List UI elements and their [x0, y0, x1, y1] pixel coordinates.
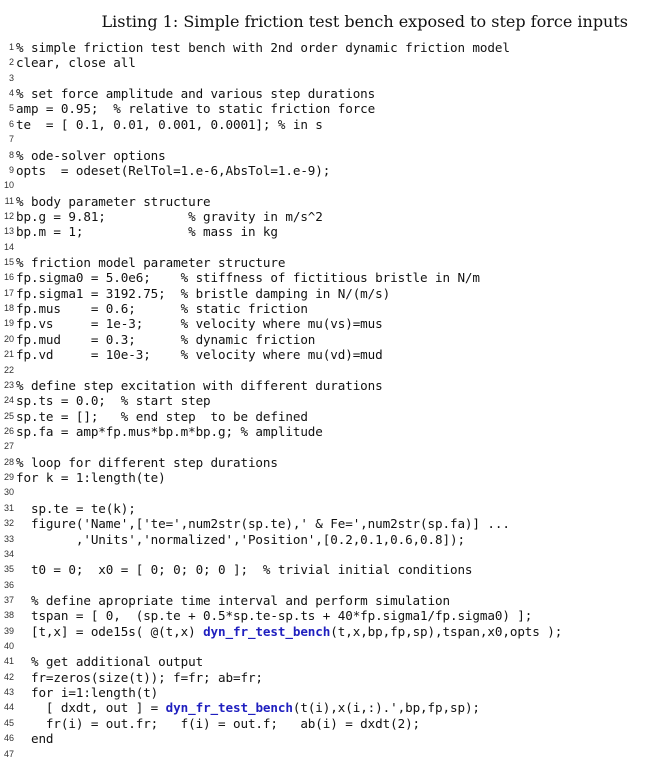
code-text	[16, 101, 375, 116]
code-line	[0, 578, 660, 593]
code-text	[16, 716, 420, 731]
code-fragment: % loop for different step durations	[16, 454, 278, 470]
code-text	[16, 347, 383, 362]
line-number: 32	[3, 518, 14, 529]
code-line	[0, 270, 660, 285]
code-line	[0, 685, 660, 700]
line-number: 28	[3, 456, 14, 467]
code-line	[0, 101, 660, 116]
line-number: 14	[3, 241, 14, 252]
code-line	[0, 163, 660, 178]
code-line	[0, 501, 660, 516]
line-number: 45	[3, 717, 14, 728]
line-number: 40	[3, 641, 14, 652]
line-number: 23	[3, 379, 14, 390]
code-text	[16, 393, 211, 408]
code-text	[16, 731, 53, 746]
line-number: 16	[3, 272, 14, 283]
line-number: 46	[3, 733, 14, 744]
line-number: 22	[3, 364, 14, 375]
code-fragment: figure('Name',['te=',num2str(sp.te),' & Fe=',num2str(sp.fa)] ...	[16, 516, 510, 532]
code-fragment: ,'Units','normalized','Position',[0.2,0.1,0.6,0.8]);	[16, 531, 465, 547]
line-number: 11	[4, 195, 14, 206]
code-listing	[0, 40, 660, 762]
line-number: 44	[3, 702, 14, 713]
line-number: 15	[3, 257, 14, 268]
line-number: 42	[3, 671, 14, 682]
code-fragment: sp.fa = amp*fp.mus*bp.m*bp.g; % amplitude	[16, 423, 323, 439]
line-number: 47	[3, 748, 14, 759]
code-text	[16, 163, 330, 178]
code-text	[16, 516, 510, 531]
code-line	[0, 716, 660, 731]
code-fragment: fp.mud = 0.3; % dynamic friction	[16, 331, 316, 347]
code-text	[16, 608, 532, 623]
code-fragment: bp.g = 9.81; % gravity in m/s^2	[16, 208, 323, 224]
code-line	[0, 132, 660, 147]
line-number: 31	[3, 502, 14, 513]
code-text	[16, 316, 383, 331]
line-number: 9	[8, 164, 14, 175]
code-line	[0, 363, 660, 378]
code-line	[0, 378, 660, 393]
code-line	[0, 194, 660, 209]
line-number: 1	[8, 42, 14, 52]
code-line	[0, 55, 660, 70]
line-number: 2	[8, 57, 14, 68]
code-text	[16, 378, 383, 393]
function-name: dyn_fr_test_bench	[203, 623, 331, 639]
code-text	[16, 55, 136, 70]
code-text	[16, 470, 166, 485]
code-line	[0, 86, 660, 101]
code-fragment: amp = 0.95; % relative to static friction force	[16, 101, 376, 117]
code-fragment: (t,x,bp,fp,sp),tspan,x0,opts );	[330, 623, 563, 639]
code-fragment: % define apropriate time interval and perform simulation	[16, 592, 450, 608]
code-fragment: fp.mus = 0.6; % static friction	[16, 301, 308, 317]
code-fragment: fp.sigma1 = 3192.75; % bristle damping in N/(m/s)	[16, 285, 391, 301]
line-number: 6	[8, 118, 14, 129]
code-fragment: for i=1:length(t)	[16, 685, 159, 701]
code-line	[0, 117, 660, 132]
code-fragment: sp.ts = 0.0; % start step	[16, 393, 211, 409]
code-text	[16, 40, 510, 55]
code-line	[0, 485, 660, 500]
code-text	[16, 255, 285, 270]
code-fragment: opts = odeset(RelTol=1.e-6,AbsTol=1.e-9);	[16, 162, 331, 178]
code-line	[0, 71, 660, 86]
code-fragment: fr=zeros(size(t)); f=fr; ab=fr;	[16, 669, 263, 685]
code-fragment: te = [ 0.1, 0.01, 0.001, 0.0001]; % in s	[16, 116, 323, 132]
code-text	[16, 700, 480, 715]
code-fragment: t0 = 0; x0 = [ 0; 0; 0; 0 ]; % trivial initial conditions	[16, 562, 473, 578]
code-line	[0, 347, 660, 362]
code-line	[0, 40, 660, 55]
listing-caption: Listing 1: Simple friction test bench exposed to step force inputs	[101, 12, 628, 31]
line-number: 18	[3, 303, 14, 314]
code-line	[0, 747, 660, 762]
code-line	[0, 255, 660, 270]
line-number: 26	[3, 425, 14, 436]
code-fragment: fp.vs = 1e-3; % velocity where mu(vs)=mus	[16, 316, 383, 332]
code-fragment: % define step excitation with different durations	[16, 377, 383, 393]
code-fragment: bp.m = 1; % mass in kg	[16, 224, 278, 240]
code-text	[16, 593, 450, 608]
code-line	[0, 532, 660, 547]
code-fragment: sp.te = te(k);	[16, 500, 136, 516]
code-line	[0, 316, 660, 331]
code-fragment: % set force amplitude and various step durations	[16, 86, 376, 102]
line-number: 37	[3, 594, 14, 605]
code-fragment: % simple friction test bench with 2nd order dynamic friction model	[16, 40, 510, 55]
code-fragment: % friction model parameter structure	[16, 255, 286, 271]
code-text	[16, 332, 315, 347]
code-fragment: fp.sigma0 = 5.0e6; % stiffness of fictitious bristle in N/m	[16, 270, 480, 286]
code-text	[16, 455, 278, 470]
code-text	[16, 532, 465, 547]
code-line	[0, 224, 660, 239]
code-text	[16, 654, 203, 669]
code-text	[16, 117, 323, 132]
code-text	[16, 685, 158, 700]
code-text	[16, 562, 472, 577]
line-number: 39	[3, 625, 14, 636]
code-fragment: tspan = [ 0, (sp.te + 0.5*sp.te-sp.ts + 40*fp.sigma1/fp.sigma0) ];	[16, 608, 533, 624]
code-line	[0, 593, 660, 608]
code-line	[0, 393, 660, 408]
code-fragment: % ode-solver options	[16, 147, 166, 163]
code-fragment: % body parameter structure	[16, 193, 211, 209]
code-line	[0, 516, 660, 531]
line-number: 24	[3, 395, 14, 406]
code-fragment: fr(i) = out.fr; f(i) = out.f; ab(i) = dxdt(2);	[16, 715, 421, 731]
code-line	[0, 209, 660, 224]
line-number: 20	[3, 333, 14, 344]
code-line	[0, 424, 660, 439]
code-fragment: for k = 1:length(te)	[16, 470, 166, 486]
code-line	[0, 700, 660, 715]
code-line	[0, 148, 660, 163]
code-text	[16, 670, 263, 685]
line-number: 12	[3, 210, 14, 221]
code-fragment: % get additional output	[16, 654, 204, 670]
code-text	[16, 301, 308, 316]
code-line	[0, 286, 660, 301]
function-name: dyn_fr_test_bench	[165, 700, 293, 716]
line-number: 21	[3, 349, 14, 360]
line-number: 25	[3, 410, 14, 421]
line-number: 30	[3, 487, 14, 498]
code-line	[0, 178, 660, 193]
code-text	[16, 270, 480, 285]
line-number: 10	[3, 180, 14, 191]
code-line	[0, 731, 660, 746]
code-line	[0, 654, 660, 669]
code-line	[0, 301, 660, 316]
code-line	[0, 624, 660, 639]
code-line	[0, 639, 660, 654]
line-number: 5	[8, 103, 14, 114]
line-number: 29	[3, 472, 14, 483]
line-number: 19	[3, 318, 14, 329]
code-line	[0, 439, 660, 454]
code-text	[16, 424, 323, 439]
line-number: 35	[3, 564, 14, 575]
code-text	[16, 148, 166, 163]
code-text	[16, 86, 375, 101]
line-number: 4	[8, 88, 14, 99]
code-text	[16, 209, 323, 224]
line-number: 33	[3, 533, 14, 544]
line-number: 38	[3, 610, 14, 621]
code-line	[0, 455, 660, 470]
code-line	[0, 562, 660, 577]
code-line	[0, 670, 660, 685]
line-number: 13	[3, 226, 14, 237]
code-fragment: fp.vd = 10e-3; % velocity where mu(vd)=mud	[16, 347, 383, 363]
code-text	[16, 286, 390, 301]
line-number: 43	[3, 687, 14, 698]
code-fragment: end	[16, 731, 54, 747]
code-text	[16, 624, 562, 639]
line-number: 17	[3, 287, 14, 298]
code-fragment: sp.te = []; % end step to be defined	[16, 408, 308, 424]
code-line	[0, 240, 660, 255]
code-line	[0, 409, 660, 424]
code-text	[16, 409, 308, 424]
code-line	[0, 332, 660, 347]
code-line	[0, 547, 660, 562]
code-text	[16, 194, 211, 209]
code-fragment: clear, close all	[16, 55, 136, 71]
code-text	[16, 224, 278, 239]
code-fragment: [ dxdt, out ] =	[16, 700, 166, 716]
line-number: 27	[3, 441, 14, 452]
line-number: 34	[3, 548, 14, 559]
code-fragment: [t,x] = ode15s( @(t,x)	[16, 623, 204, 639]
code-text	[16, 501, 136, 516]
line-number: 36	[3, 579, 14, 590]
code-fragment: (t(i),x(i,:).',bp,fp,sp);	[292, 700, 480, 716]
line-number: 7	[8, 134, 14, 145]
code-line	[0, 608, 660, 623]
code-line	[0, 470, 660, 485]
line-number: 8	[8, 149, 14, 160]
line-number: 3	[8, 72, 14, 83]
line-number: 41	[3, 656, 14, 667]
